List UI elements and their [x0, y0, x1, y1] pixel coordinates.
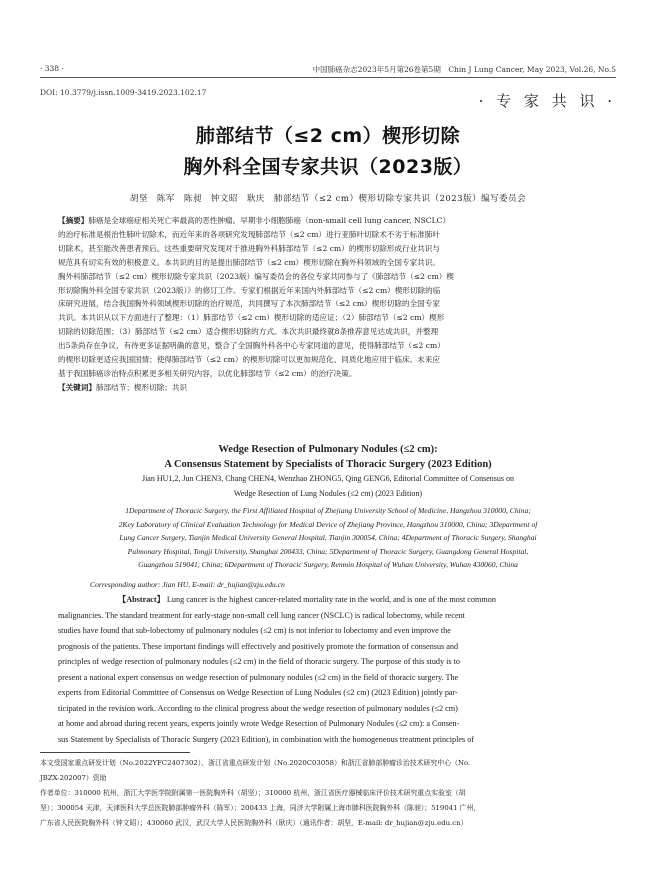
- cn-title-line-1: 肺部结节（≤2 cm）楔形切除: [195, 125, 461, 147]
- en-abstract-label: 【Abstract】: [118, 595, 165, 604]
- affiliation-line: 2Key Laboratory of Clinical Evaluation Technology for Medical Device of Zhejiang Province, Hangzhou 310000, China; 3Department of: [118, 519, 538, 529]
- cn-abstract-line: 形切除胸外科全国专家共识（2023版）》的修订工作。专家们根据近年来国内外肺部结节（≤2 cm）楔形切除的临: [58, 285, 441, 295]
- footnote-line: 广东省人民医院胸外科（钟文昭）；430060 武汉，武汉大学人民医院胸外科（耿庆）（通讯作者：胡坚，E-mail: dr_hujian@zju.edu.cn）: [40, 819, 468, 827]
- cn-abstract-label: 【摘要】: [58, 216, 89, 225]
- footnote-line: 坚）；300054 天津，天津医科大学总医院肺部肿瘤外科（陈军）；200433 上海，同济大学附属上海市肺科医院胸外科（陈昶）；519041 广州，: [40, 804, 481, 812]
- en-abstract-line: 【Abstract】 Lung cancer is the highest cancer-related mortality rate in the world, and is one of the most common: [118, 595, 496, 604]
- affiliation-line: 1Department of Thoracic Surgery, the First Affiliated Hospital of Zhejiang University School of Medicine, Hangzhou 310000, China;: [125, 506, 531, 515]
- doi: DOI: 10.3779/j.issn.1009-3419.2023.102.17: [40, 88, 207, 97]
- cn-abstract-line: 胸外科肺部结节（≤2 cm）楔形切除专家共识（2023版）编写委员会的各位专家共同参与了《肺部结节（≤2 cm）楔: [58, 271, 454, 281]
- corresponding-author: Corresponding author: Jian HU, E-mail: dr_hujian@zju.edu.cn: [90, 580, 285, 589]
- cn-abstract-line: 基于我国肺癌诊治特点积累更多相关研究内容，以优化肺部结节（≤2 cm）的治疗决策。: [58, 368, 357, 378]
- en-abstract-line: at home and abroad during recent years, experts jointly wrote Wedge Resection of Pulmonary Nodules (≤2 cm): a Consen-: [58, 719, 460, 728]
- cn-abstract-line: 共识。本共识从以下方面进行了整理：（1）肺部结节（≤2 cm）楔形切除的适应证；（2）肺部结节（≤2 cm）楔形: [58, 313, 445, 323]
- en-abstract-line: studies have found that sub-lobectomy of pulmonary nodules (≤2 cm) is not inferior to lobectomy and even improve the: [58, 626, 451, 635]
- en-title-line-1: Wedge Resection of Pulmonary Nodules (≤2 cm):: [218, 444, 438, 455]
- footnote-line: JBZX-202007）资助: [40, 774, 107, 782]
- en-authors-line-2: Wedge Resection of Lung Nodules (≤2 cm) (2023 Edition): [233, 489, 423, 498]
- section-label: · 专 家 共 识 ·: [478, 92, 616, 110]
- en-abstract-line: ticipated in the revision work. According to the clinical progress about the wedge resection of pulmonary nodules (≤2 cm): [58, 703, 458, 713]
- cn-abstract-line: 【摘要】肺癌是全球癌症相关死亡率最高的恶性肿瘤。早期非小细胞肺癌（non-small cell lung cancer, NSCLC）: [58, 216, 451, 225]
- cn-keywords-line: [58, 381, 598, 395]
- cn-abstract-line: 规范具有切实有效的积极意义。本共识的目的是提出肺部结节（≤2 cm）楔形切除在胸外科领域的全国专家共识。: [58, 257, 440, 267]
- footnote: [40, 756, 616, 831]
- en-abstract-line: malignancies. The standard treatment for early-stage non-small cell lung cancer (NSCLC) is radical lobectomy, while recent: [58, 610, 465, 620]
- en-title-line-2: A Consensus Statement by Specialists of Thoracic Surgery (2023 Edition): [164, 459, 492, 470]
- en-authors-line-1: Jian HU1,2, Jun CHEN3, Chang CHEN4, Wenzhao ZHONG5, Qing GENG6, Editorial Committee of Consensus on: [141, 474, 515, 483]
- cn-abstract-line: 切除术，甚至能改善患者预后。这些重要研究发现对于推进胸外科肺部结节（≤2 cm）的楔形切除形成行业共识与: [58, 243, 440, 253]
- header-rule: [40, 77, 616, 78]
- cn-title-line-2: 胸外科全国专家共识（2023版）: [183, 156, 473, 178]
- en-abstract-line: present a national expert consensus on wedge resection of pulmonary nodules (≤2 cm) in the field of thoracic surgery. The: [58, 672, 459, 682]
- cn-abstract-line: 切除的切除范围；（3）肺部结节（≤2 cm）适合楔形切除的方式。本次共识最终就8条推荐意见达成共识，并整理: [58, 327, 439, 337]
- footnote-line: 本文受国家重点研发计划（No.2022YFC2407302）、浙江省重点研发计划（No.2020C03058）和浙江省肺部肿瘤诊治技术研究中心（No.: [40, 759, 471, 767]
- cn-abstract-line: 的楔形切除更适应我国国情；使得肺部结节（≤2 cm）的楔形切除可以更加规范化、同质化地应用于临床。未来应: [58, 355, 440, 365]
- journal-running-header: 中国肺癌杂志2023年5月第26卷第5期 Chin J Lung Cancer, May 2023, Vol.26, No.5: [312, 65, 616, 74]
- en-affiliations: [40, 504, 616, 572]
- affiliation-line: Guangzhou 519041, China; 6Department of Thoracic Surgery, Renmin Hospital of Wuhan University, Wuhan 430060, China: [138, 560, 518, 569]
- cn-keywords-label: 【关键词】: [58, 382, 96, 392]
- en-abstract-line: sus Statement by Specialists of Thoracic Surgery (2023 Edition), in combination with the homogeneous treatment principles of: [58, 734, 475, 744]
- cn-authors: 胡坚 陈军 陈昶 钟文昭 耿庆 肺部结节（≤2 cm）楔形切除专家共识（2023版）编写委员会: [129, 194, 527, 204]
- affiliation-line: Pulmonary Hospital, Tongji University, Shanghai 200433, China; 5Department of Thoracic Surgery, Guangdong General Hospital,: [127, 546, 529, 556]
- affiliation-line: Lung Cancer Surgery, Tianjin Medical University General Hospital, Tianjin 300054, China; 4Department of Thoracic Surgery, Shanghai: [119, 533, 537, 542]
- footnote-line: 作者单位：310000 杭州，浙江大学医学院附属第一医院胸外科（胡坚）；310000 杭州，浙江省医疗器械临床评价技术研究重点实验室（胡: [40, 789, 466, 797]
- footnote-rule: [40, 752, 190, 753]
- cn-abstract-line: 出5条尚存在争议、有待更多证据明确的意见，整合了全国胸外科各中心专家同道的意见，使得肺部结节（≤2 cm）: [58, 341, 445, 351]
- cn-abstract-line: 的治疗标准是根治性肺叶切除术，而近年来的各项研究发现肺部结节（≤2 cm）进行亚肺叶切除术不劣于标准肺叶: [58, 229, 440, 239]
- cn-abstract: [58, 214, 598, 395]
- page-number: · 338 ·: [40, 64, 64, 73]
- en-abstract-line: prognosis of the patients. These important findings will effectively and positively promote the formation of consensus and: [58, 641, 459, 651]
- en-abstract-line: principles of wedge resection of pulmonary nodules (≤2 cm) in the field of thoracic surgery. The purpose of this study is to: [58, 657, 461, 666]
- cn-keywords: 肺部结节；楔形切除；共识: [95, 382, 188, 392]
- en-abstract-line: experts from Editorial Committee of Consensus on Wedge Resection of Lung Nodules (≤2 cm) (2023 Edition) jointly par-: [58, 688, 458, 697]
- en-abstract: [58, 592, 598, 747]
- cn-abstract-line: 床研究进展，结合我国胸外科领域楔形切除的治疗规范，共同撰写了本次肺部结节（≤2 cm）楔形切除的全国专家: [58, 299, 440, 309]
